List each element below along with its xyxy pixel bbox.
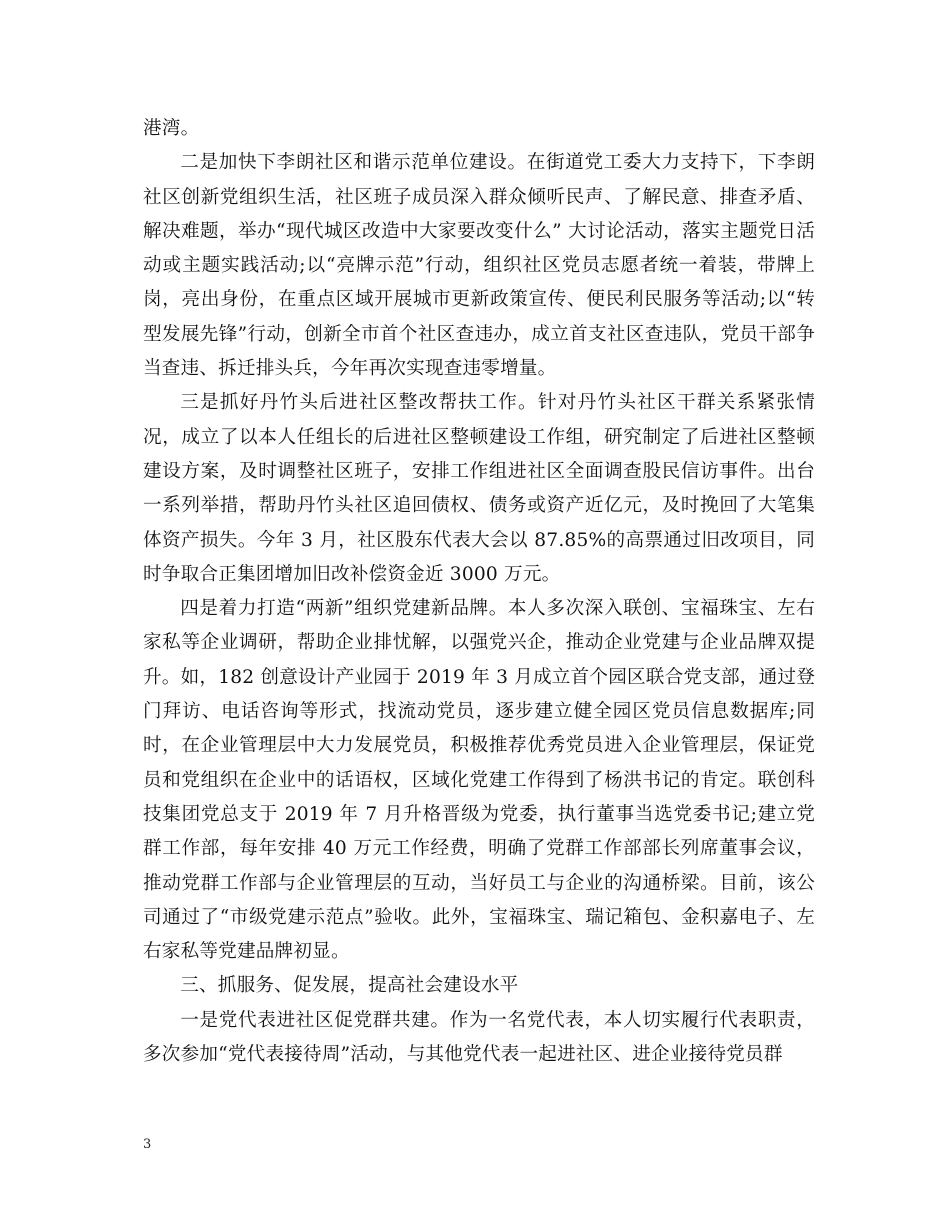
section-heading-services: 三、抓服务、促发展，提高社会建设水平 <box>180 975 519 997</box>
paragraph-party-brand: 四是着力打造“两新”组织党建新品牌。本人多次深入联创、宝福珠宝、左右家私等企业调研，帮助企业排忧解，以强党兴企，推动企业党建与企业品牌双提升。如，182 创意设计产业园于 2019 年 3 月成立首个园区联合党支部，通过登门拜访、电话咨询等形式，找流动党员，逐步建立健全园区党员信息数据库;同时，在企业管理层中大力发展党员，积极推荐优秀党员进入企业管理层，保证党员和党组织在企业中的话语权，区域化党建工作得到了杨洪书记的肯定。联创科技集团党总支于 2019 年 7 月升格晋级为党委，执行董事当选党委书记;建立党群工作部，每年安排 40 万元工作经费，明确了党群工作部部长列席董事会议，推动党群工作部与企业管理层的互动，当好员工与企业的沟通桥梁。目前，该公司通过了“市级党建示范点”验收。此外，宝福珠宝、瑞记箱包、金积嘉电子、左右家私等党建品牌初显。 <box>143 598 815 963</box>
document-body <box>143 112 815 1072</box>
paragraph-continuation: 港湾。 <box>143 118 200 139</box>
paragraph-community-rectification: 三是抓好丹竹头后进社区整改帮扶工作。针对丹竹头社区干群关系紧张情况，成立了以本人任组长的后进社区整顿建设工作组，研究制定了后进社区整顿建设方案，及时调整社区班子，安排工作组进社区全面调查股民信访事件。出台一系列举措，帮助丹竹头社区追回债权、债务或资产近亿元，及时挽回了大笔集体资产损失。今年 3 月，社区股东代表大会以 87.85%的高票通过旧改项目，同时争取合正集团增加旧改补偿资金近 3000 万元。 <box>143 392 815 585</box>
paragraph-party-representative: 一是党代表进社区促党群共建。作为一名党代表，本人切实履行代表职责，多次参加“党代表接待周”活动，与其他党代表一起进社区、进企业接待党员群 <box>143 1009 815 1066</box>
paragraph-community-demonstration: 二是加快下李朗社区和谐示范单位建设。在街道党工委大力支持下，下李朗社区创新党组织生活，社区班子成员深入群众倾听民声、了解民意、排查矛盾、解决难题，举办“现代城区改造中大家要改变什么” 大讨论活动，落实主题党日活动或主题实践活动;以“亮牌示范”行动，组织社区党员志愿者统一着装，带牌上岗，亮出身份，在重点区域开展城市更新政策宣传、便民利民服务等活动;以“转型发展先锋”行动，创新全市首个社区查违办，成立首支社区查违队，党员干部争当查违、拆迁排头兵，今年再次实现查违零增量。 <box>143 152 815 380</box>
page-number: 3 <box>143 1137 152 1152</box>
